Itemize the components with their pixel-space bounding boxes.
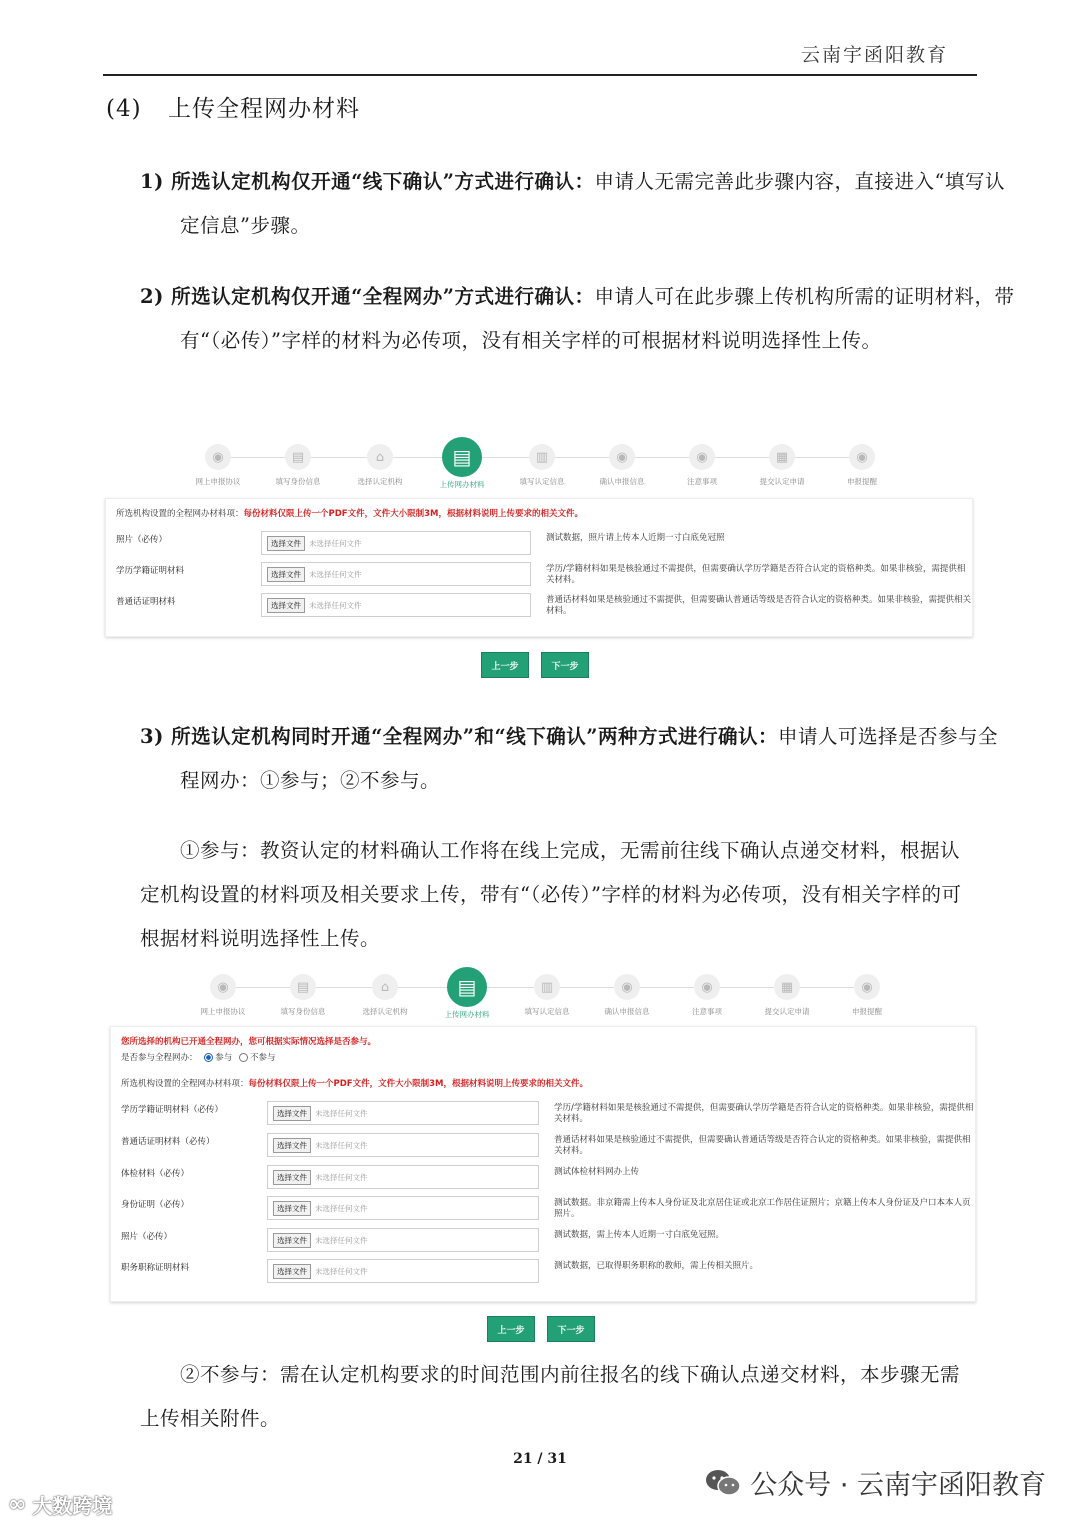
step-7[interactable] [662, 968, 752, 1017]
document-icon: ▤ [285, 444, 311, 470]
file-placeholder: 未选择任何文件 [309, 600, 362, 610]
note-warning: 每份材料仅限上传一个PDF文件，文件大小限制3M，根据材料说明上传要求的相关文件。 [243, 509, 583, 519]
choose-file-button[interactable]: 选择文件 [267, 567, 305, 582]
choose-file-button[interactable]: 选择文件 [273, 1106, 311, 1121]
step-label: 填写认定信息 [519, 477, 565, 486]
step-label: 注意事项 [687, 477, 717, 486]
paragraph-2 [140, 275, 1016, 363]
upload-document-icon: ▤ [447, 967, 487, 1007]
next-step-button[interactable]: 下一步 [541, 652, 589, 678]
material-name: 普通话证明材料 [116, 597, 176, 607]
materials-note [121, 1077, 588, 1089]
paragraph-1-text: 申请人无需完善此步骤内容，直接进入“填写认定信息”步骤。 [180, 170, 1006, 237]
wechat-watermark [704, 1463, 1046, 1502]
radio-group-label: 是否参与全程网办： [121, 1053, 198, 1063]
eye-icon: ◉ [689, 444, 715, 470]
file-input[interactable] [267, 1165, 539, 1189]
file-input[interactable] [267, 1196, 539, 1220]
material-row [121, 1196, 971, 1226]
material-description: 学历/学籍材料如果是核验通过不需提供，但需要确认学历学籍是否符合认定的资格种类。如果非核验，需提供相关材料。 [546, 564, 966, 585]
header-title: 云南宇函阳教育 [800, 44, 948, 66]
materials-note [116, 507, 583, 519]
eye-icon: ◉ [205, 444, 231, 470]
file-input[interactable] [267, 1101, 539, 1125]
radio-participate[interactable] [204, 1053, 213, 1062]
step-label: 网上申报协议 [195, 477, 241, 486]
material-row [121, 1101, 974, 1131]
step-5[interactable] [497, 438, 587, 487]
material-name: 学历学籍证明材料（必传） [121, 1105, 224, 1115]
participation-radio-group [121, 1051, 275, 1063]
note-warning: 每份材料仅限上传一个PDF文件，文件大小限制3M，根据材料说明上传要求的相关文件。 [248, 1079, 588, 1089]
file-placeholder: 未选择任何文件 [315, 1266, 368, 1276]
next-step-button[interactable]: 下一步 [547, 1316, 595, 1342]
step-label: 提交认定申请 [764, 1007, 810, 1016]
step-label: 填写身份信息 [275, 477, 321, 486]
corner-watermark [8, 1490, 112, 1519]
file-input[interactable] [267, 1228, 539, 1252]
page-number: 21 / 31 [513, 1451, 567, 1467]
eye-icon: ◉ [849, 444, 875, 470]
header-divider [103, 74, 977, 76]
materials-panel [110, 1026, 976, 1302]
file-input[interactable] [267, 1259, 539, 1283]
material-row [121, 1228, 967, 1258]
eye-icon: ◉ [614, 974, 640, 1000]
file-placeholder: 未选择任何文件 [315, 1203, 368, 1213]
file-placeholder: 未选择任何文件 [315, 1140, 368, 1150]
corner-watermark-text: 大数跨境 [32, 1494, 113, 1518]
radio-not-participate-label[interactable]: 不参与 [249, 1053, 276, 1063]
paragraph-1 [140, 160, 1016, 248]
institution-icon: ⌂ [367, 444, 393, 470]
step-label: 提交认定申请 [759, 477, 805, 486]
file-placeholder: 未选择任何文件 [315, 1108, 368, 1118]
file-input[interactable] [267, 1133, 539, 1157]
material-row [121, 1165, 967, 1195]
file-input[interactable] [261, 593, 531, 617]
step-4-current[interactable] [422, 968, 512, 1020]
step-6[interactable] [577, 438, 667, 487]
material-row [116, 593, 972, 623]
paragraph-5: ②不参与：需在认定机构要求的时间范围内前往报名的线下确认点递交材料，本步骤无需上传相关附件。 [140, 1363, 961, 1430]
paragraph-3-text: 申请人可选择是否参与全程网办：①参与；②不参与。 [180, 725, 998, 792]
material-name: 照片（必传） [116, 535, 168, 545]
eye-icon: ◉ [609, 444, 635, 470]
infinity-icon: ∞ [8, 1492, 27, 1517]
step-label: 填写身份信息 [280, 1007, 326, 1016]
choose-file-button[interactable]: 选择文件 [267, 598, 305, 613]
step-2[interactable] [253, 438, 343, 487]
step-1[interactable] [173, 438, 263, 487]
material-description: 测试数据，照片请上传本人近期一寸白底免冠照 [546, 533, 725, 543]
step-label: 申报提醒 [852, 1007, 882, 1016]
material-name: 职务职称证明材料 [121, 1263, 190, 1273]
form-icon: ▥ [529, 444, 555, 470]
paragraph-3 [140, 715, 1016, 803]
material-description: 测试数据。非京籍需上传本人身份证及北京居住证或北京工作居住证照片；京籍上传本人身份证及户口本本人页照片。 [554, 1198, 971, 1219]
step-9[interactable] [817, 438, 907, 487]
step-2[interactable] [258, 968, 348, 1017]
step-label: 选择认定机构 [357, 477, 403, 486]
material-row [121, 1259, 967, 1289]
eye-icon: ◉ [210, 974, 236, 1000]
step-9[interactable] [822, 968, 912, 1017]
paragraph-2-lead: 2) 所选认定机构仅开通“全程网办”方式进行确认： [140, 285, 595, 308]
participation-notice: 您所选择的机构已开通全程网办，您可根据实际情况选择是否参与。 [121, 1037, 377, 1047]
file-input[interactable] [261, 562, 531, 586]
paragraph-4: ①参与：教资认定的材料确认工作将在线上完成，无需前往线下确认点递交材料，根据认定机构设置的材料项及相关要求上传，带有“（必传）”字样的材料为必传项，没有相关字样的可根据材料说明选择性上传。 [140, 839, 962, 950]
choose-file-button[interactable]: 选择文件 [273, 1233, 311, 1248]
screenshot-upload-choose-participation [110, 968, 978, 1348]
step-label: 注意事项 [692, 1007, 722, 1016]
watermark-text: 公众号 · 云南宇函阳教育 [750, 1470, 1046, 1501]
step-label: 申报提醒 [847, 477, 877, 486]
section-number: (4) [106, 96, 142, 122]
choose-file-button[interactable]: 选择文件 [273, 1201, 311, 1216]
material-description: 测试数据，需上传本人近期一寸白底免冠照。 [554, 1230, 725, 1240]
material-name: 普通话证明材料（必传） [121, 1137, 215, 1147]
file-placeholder: 未选择任何文件 [315, 1235, 368, 1245]
form-icon: ▥ [534, 974, 560, 1000]
file-placeholder: 未选择任何文件 [315, 1172, 368, 1182]
upload-document-icon: ▤ [442, 437, 482, 477]
paragraph-1-lead: 1) 所选认定机构仅开通“线下确认”方式进行确认： [140, 170, 595, 193]
choose-file-button[interactable]: 选择文件 [273, 1170, 311, 1185]
material-description: 普通话材料如果是核验通过不需提供，但需要确认普通话等级是否符合认定的资格种类。如果非核验，需提供相关材料。 [554, 1135, 971, 1156]
step-label: 上传网办材料 [444, 1010, 490, 1019]
step-8[interactable] [742, 968, 832, 1017]
eye-icon: ◉ [694, 974, 720, 1000]
file-placeholder: 未选择任何文件 [309, 569, 362, 579]
step-4-current[interactable] [417, 438, 507, 490]
material-row [116, 562, 964, 592]
file-input[interactable] [261, 531, 531, 555]
note-prefix: 所选机构设置的全程网办材料项： [116, 509, 244, 519]
step-indicator [105, 438, 975, 498]
section-title: 上传全程网办材料 [168, 96, 360, 122]
material-name: 身份证明（必传） [121, 1200, 190, 1210]
prev-step-button[interactable]: 上一步 [487, 1316, 535, 1342]
material-description: 学历/学籍材料如果是核验通过不需提供，但需要确认学历学籍是否符合认定的资格种类。如果非核验，需提供相关材料。 [554, 1103, 974, 1124]
step-5[interactable] [502, 968, 592, 1017]
material-description: 普通话材料如果是核验通过不需提供，但需要确认普通话等级是否符合认定的资格种类。如果非核验，需提供相关材料。 [546, 595, 972, 616]
note-prefix: 所选机构设置的全程网办材料项： [121, 1079, 249, 1089]
submit-icon: ▦ [769, 444, 795, 470]
material-name: 学历学籍证明材料 [116, 566, 185, 576]
step-label: 确认申报信息 [604, 1007, 650, 1016]
prev-step-button[interactable]: 上一步 [481, 652, 529, 678]
screenshot-upload-online-only [105, 438, 975, 683]
step-label: 网上申报协议 [200, 1007, 246, 1016]
step-1[interactable] [178, 968, 268, 1017]
paragraph-3-lead: 3) 所选认定机构同时开通“全程网办”和“线下确认”两种方式进行确认： [140, 725, 778, 748]
materials-panel [105, 498, 973, 637]
wechat-icon [704, 1468, 742, 1498]
step-label: 上传网办材料 [439, 480, 485, 489]
institution-icon: ⌂ [372, 974, 398, 1000]
radio-not-participate[interactable] [239, 1053, 248, 1062]
step-8[interactable] [737, 438, 827, 487]
document-icon: ▤ [290, 974, 316, 1000]
choose-file-button[interactable]: 选择文件 [273, 1138, 311, 1153]
step-6[interactable] [582, 968, 672, 1017]
step-3[interactable] [340, 968, 430, 1017]
material-name: 照片（必传） [121, 1232, 173, 1242]
submit-icon: ▦ [774, 974, 800, 1000]
step-7[interactable] [657, 438, 747, 487]
material-row [116, 531, 964, 561]
material-row [121, 1133, 971, 1163]
eye-icon: ◉ [854, 974, 880, 1000]
radio-participate-label[interactable]: 参与 [215, 1053, 233, 1063]
step-indicator [110, 968, 978, 1028]
file-placeholder: 未选择任何文件 [309, 538, 362, 548]
paragraph-2-text: 申请人可在此步骤上传机构所需的证明材料，带有“（必传）”字样的材料为必传项，没有相关字样的可根据材料说明选择性上传。 [180, 285, 1015, 352]
step-label: 填写认定信息 [524, 1007, 570, 1016]
section-heading [106, 90, 360, 123]
choose-file-button[interactable]: 选择文件 [273, 1264, 311, 1279]
choose-file-button[interactable]: 选择文件 [267, 536, 305, 551]
step-3[interactable] [335, 438, 425, 487]
material-description: 测试体检材料网办上传 [554, 1167, 640, 1177]
step-label: 确认申报信息 [599, 477, 645, 486]
material-description: 测试数据，已取得职务职称的教师，需上传相关照片。 [554, 1261, 759, 1271]
step-label: 选择认定机构 [362, 1007, 408, 1016]
material-name: 体检材料（必传） [121, 1169, 190, 1179]
